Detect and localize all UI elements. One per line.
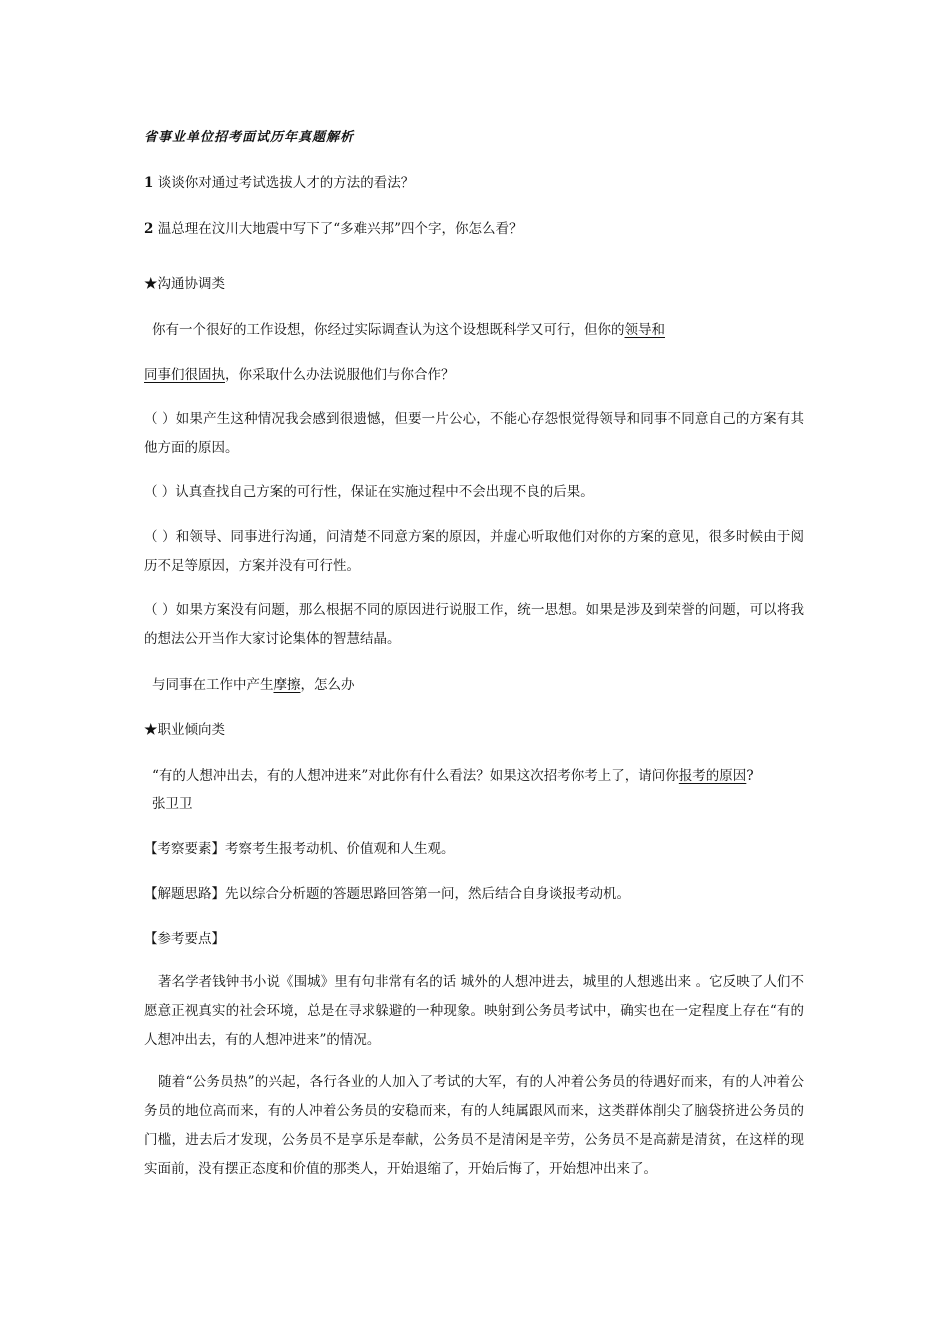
friction-question (152, 675, 355, 695)
question-3-author: 张卫卫 (152, 796, 193, 812)
document-title: 省事业单位招考面试历年真题解析 (144, 130, 355, 145)
section-heading-communication: ★沟通协调类 (144, 276, 225, 292)
question-2-text: 温总理在汶川大地震中写下了“多难兴邦”四个字，你怎么看？ (157, 221, 523, 237)
option-2: （ ）认真查找自己方案的可行性，保证在实施过程中不会出现不良的后果。 (144, 484, 594, 500)
scenario-underline-2: 同事们很固执 (144, 367, 225, 383)
option-1: （ ）如果产生这种情况我会感到很遗憾，但要一片公心，不能心存怨恨觉得领导和同事不同意自己的方案有其他方面的原因。 (144, 411, 804, 456)
friction-text-2: ，怎么办 (300, 677, 355, 693)
friction-text-1: 与同事在工作中产生 (152, 677, 274, 693)
friction-underline: 摩擦 (273, 677, 301, 693)
option-3: （ ）和领导、同事进行沟通，问清楚不同意方案的原因，并虚心听取他们对你的方案的意见，很多时候由于阅历不足等原因，方案并没有可行性。 (144, 529, 804, 574)
question-2 (144, 219, 523, 239)
question-3-text-2: ? (746, 768, 754, 784)
scenario-underline-1: 领导和 (624, 322, 665, 338)
solution-approach: 【解题思路】先以综合分析题的答题思路回答第一问，然后结合自身谈报考动机。 (144, 886, 630, 902)
question-1-number: 1 (144, 175, 154, 191)
question-3 (152, 766, 754, 786)
question-1-text: 谈谈你对通过考试选拔人才的方法的看法？ (157, 175, 415, 191)
question-3-underline: 报考的原因 (678, 768, 747, 784)
scenario-line-2 (144, 365, 455, 385)
scenario-text-1: 你有一个很好的工作设想，你经过实际调查认为这个设想既科学又可行，但你的 (152, 322, 625, 338)
section-heading-career: ★职业倾向类 (144, 722, 225, 738)
question-2-number: 2 (144, 221, 154, 237)
question-3-text-1: “有的人想冲出去，有的人想冲进来”对此你有什么看法？如果这次招考你考上了，请问你 (152, 768, 679, 784)
exam-elements: 【考察要素】考察考生报考动机、价值观和人生观。 (144, 841, 455, 857)
answer-paragraph-2: 随着“公务员热”的兴起，各行各业的人加入了考试的大军，有的人冲着公务员的待遇好而来，有的人冲着公务员的地位高而来，有的人冲着公务员的安稳而来，有的人纯属跟风而来，这类群体削尖了脑袋挤进公务员的门槛，进去后才发现，公务员不是享乐是奉献，公务员不是清闲是辛劳，公务员不是高薪是清贫，在这样的现实面前，没有摆正态度和价值的那类人，开始退缩了，开始后悔了，开始想冲出来了。 (144, 1074, 804, 1177)
scenario-text-2: ，你采取什么办法说服他们与你合作？ (225, 367, 455, 383)
scenario-line-1 (152, 320, 665, 340)
question-1 (144, 173, 414, 193)
option-4: （ ）如果方案没有问题，那么根据不同的原因进行说服工作，统一思想。如果是涉及到荣誉的问题，可以将我的想法公开当作大家讨论集体的智慧结晶。 (144, 602, 804, 647)
reference-points-heading: 【参考要点】 (144, 931, 225, 947)
answer-paragraph-1: 著名学者钱钟书小说《围城》里有句非常有名的话 城外的人想冲进去，城里的人想逃出来 。它反映了人们不愿意正视真实的社会环境，总是在寻求躲避的一种现象。映射到公务员考试中，确实也在一定程度上存在“有的人想冲出去，有的人想冲进来”的情况。 (144, 974, 804, 1048)
